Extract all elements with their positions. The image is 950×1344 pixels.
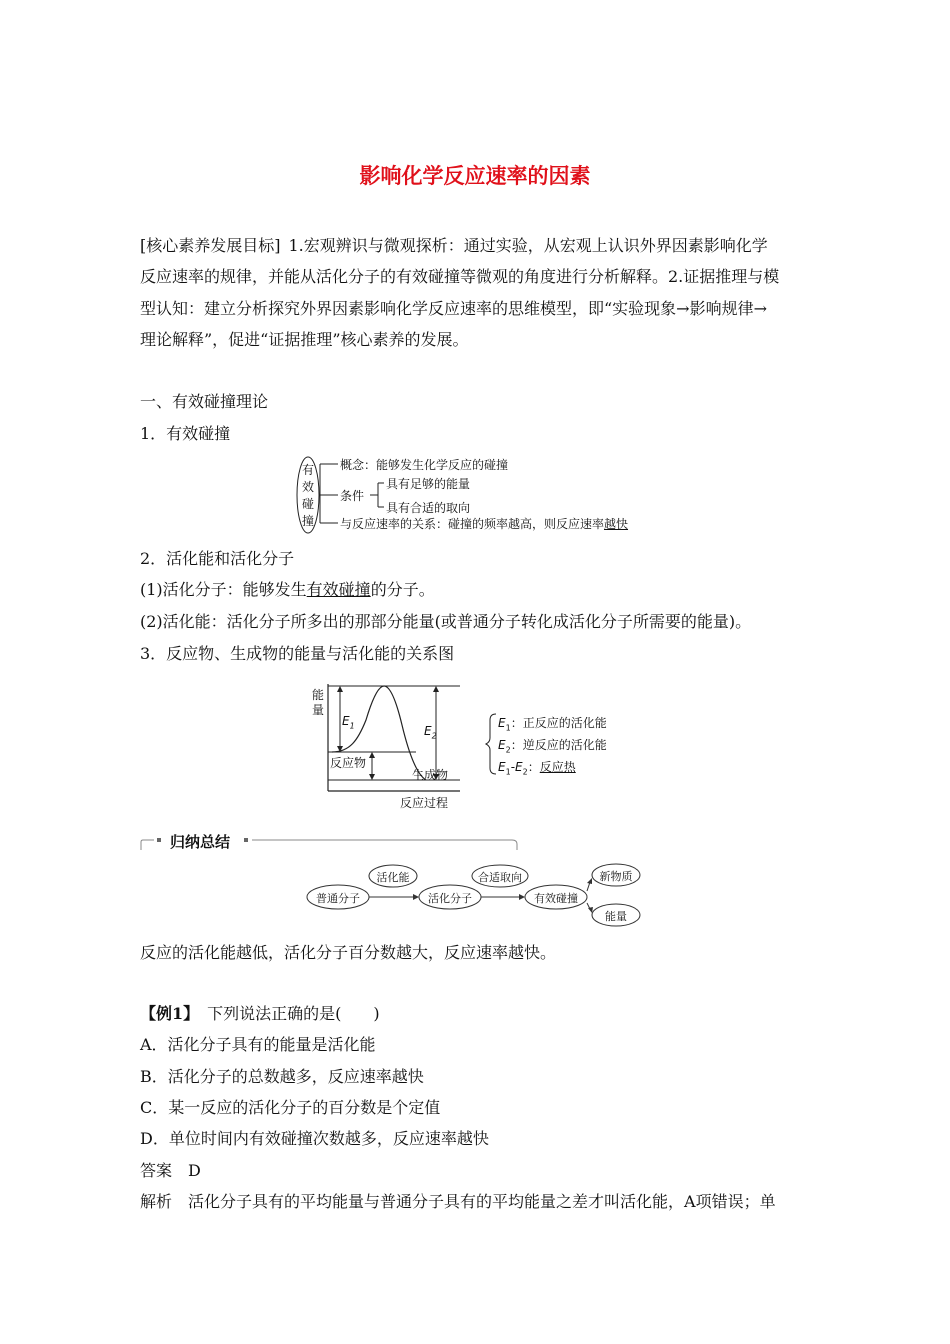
subheading-1: 1．有效碰撞 <box>140 424 231 443</box>
intro-line-3: 型认知：建立分析探究外界因素影响化学反应速率的思维模型，即“实验现象→影响规律→ <box>140 299 767 318</box>
flow-node-activated: 活化分子 <box>428 892 472 905</box>
e2-label: $E_2$ <box>424 724 437 741</box>
item-activation-energy: (2)活化能：活化分子所多出的那部分能量(或普通分子转化成活化分子所需要的能量)。 <box>140 612 752 631</box>
condition-energy: 具有足够的能量 <box>386 477 471 491</box>
relation-text: 与反应速率的关系：碰撞的频率越高，则反应速率越快 <box>340 517 629 531</box>
x-axis-label: 反应过程 <box>400 796 449 810</box>
flow-result-substance: 新物质 <box>599 870 633 883</box>
e1-label: $E_1$ <box>342 714 355 731</box>
subheading-3: 3．反应物、生成物的能量与活化能的关系图 <box>140 644 455 663</box>
relation-answer: 越快 <box>604 517 629 531</box>
collision-concept-diagram <box>296 452 676 538</box>
answer-line: 答案 D <box>140 1161 201 1180</box>
item-activated-molecule: (1)活化分子：能够发生有效碰撞的分子。 <box>140 580 435 599</box>
summary-flow-diagram <box>300 858 650 930</box>
flow-node-effective: 有效碰撞 <box>534 892 578 905</box>
option-a: A．活化分子具有的能量是活化能 <box>140 1035 376 1054</box>
product-label: 生成物 <box>412 768 449 782</box>
flow-result-energy: 能量 <box>605 910 627 923</box>
page-title: 影响化学反应速率的因素 <box>359 164 591 188</box>
intro-line-4: 理论解释”，促进“证据推理”核心素养的发展。 <box>140 330 469 349</box>
intro-line-1: [核心素养发展目标] 1.宏观辨识与微观探析：通过实验，从宏观上认识外界因素影响化学 <box>140 236 768 255</box>
diagram-root-label: 有 效 碰 撞 <box>301 463 314 528</box>
legend-e1: $E_1$：正反应的活化能 <box>498 716 607 733</box>
energy-diagram <box>300 680 640 810</box>
summary-conclusion: 反应的活化能越低，活化分子百分数越大，反应速率越快。 <box>140 943 557 962</box>
flow-label-activation: 活化能 <box>376 871 410 884</box>
reactant-label: 反应物 <box>330 756 367 770</box>
legend-delta: $E_1-E_2$：反应热 <box>498 760 576 777</box>
answer-value: D <box>188 1161 201 1180</box>
example-label: 【例1】 <box>140 1004 200 1023</box>
condition-orientation: 具有合适的取向 <box>386 501 471 515</box>
flow-label-orientation: 合适取向 <box>478 871 522 884</box>
legend-delta-answer: 反应热 <box>539 760 576 774</box>
analysis-line: 解析 活化分子具有的平均能量与普通分子具有的平均能量之差才叫活化能，A项错误；单 <box>140 1192 776 1211</box>
concept-text: 概念：能够发生化学反应的碰撞 <box>340 458 509 472</box>
core-goal-label: [核心素养发展目标] <box>140 236 281 255</box>
option-b: B．活化分子的总数越多，反应速率越快 <box>140 1067 424 1086</box>
section-heading: 一、有效碰撞理论 <box>140 392 269 411</box>
summary-header <box>140 830 520 854</box>
condition-label: 条件 <box>340 489 365 503</box>
option-d: D．单位时间内有效碰撞次数越多，反应速率越快 <box>140 1129 489 1148</box>
option-c: C．某一反应的活化分子的百分数是个定值 <box>140 1098 441 1117</box>
flow-node-normal: 普通分子 <box>316 892 360 905</box>
intro-line-2: 反应速率的规律，并能从活化分子的有效碰撞等微观的角度进行分析解释。2.证据推理与模 <box>140 267 780 286</box>
subheading-2: 2．活化能和活化分子 <box>140 549 295 568</box>
example-question: 【例1】 下列说法正确的是( ) <box>140 1004 380 1023</box>
y-axis-label: 能 量 <box>312 688 325 717</box>
legend-e2: $E_2$：逆反应的活化能 <box>498 738 607 755</box>
summary-title: 归纳总结 <box>170 833 231 851</box>
item1-answer: 有效碰撞 <box>306 580 371 599</box>
